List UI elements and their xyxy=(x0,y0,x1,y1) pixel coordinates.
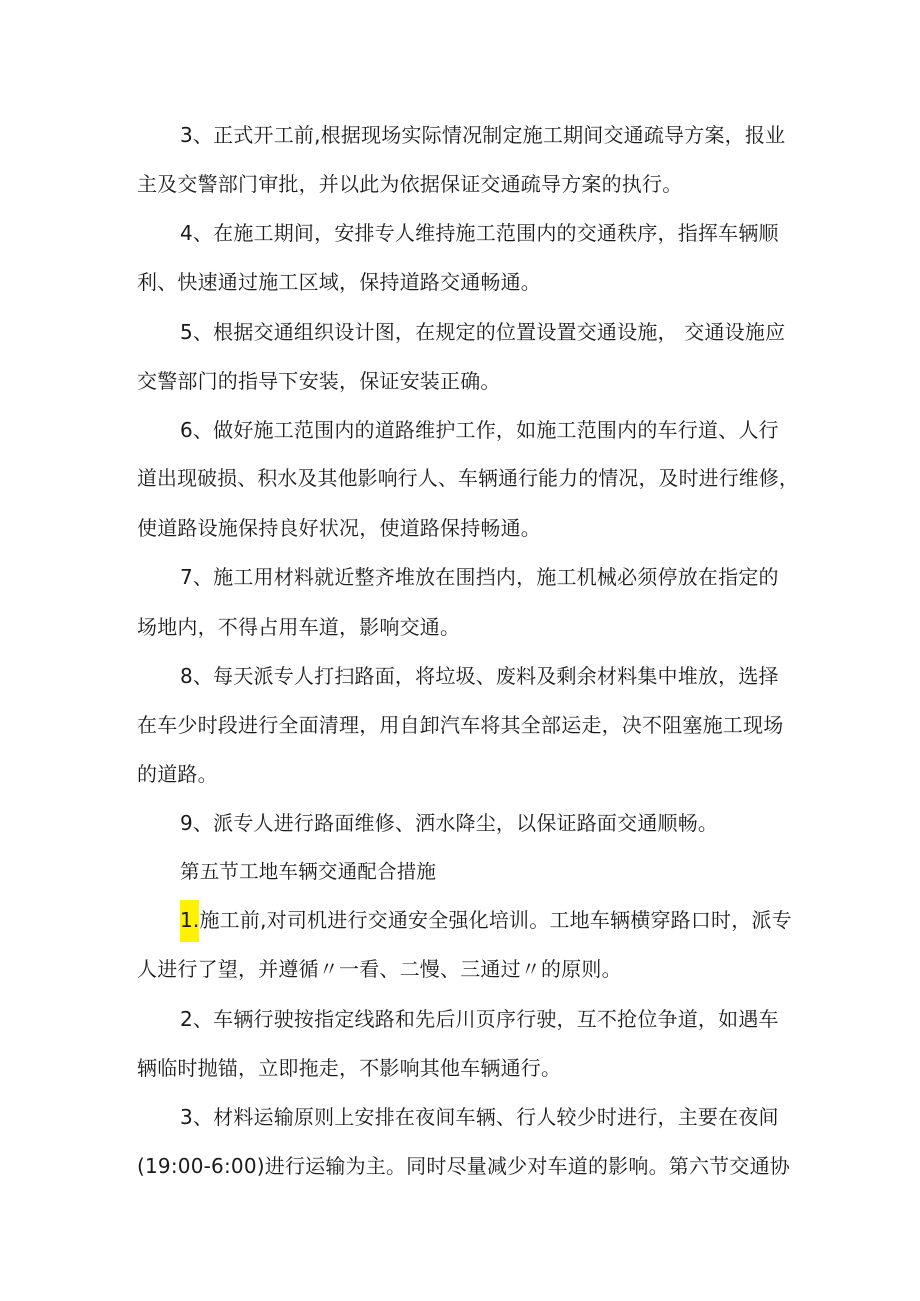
item-6-line-1: 6、做好施工范围内的道路维护工作，如施工范围内的车行道、人行 xyxy=(180,418,779,442)
item-8-line-1: 8、每天派专人打扫路面，将垃圾、废料及剩余材料集中堆放，选择 xyxy=(180,664,779,688)
section-item-2-line-2: 辆临时抛锚，立即拖走，不影响其他车辆通行。 xyxy=(137,1056,562,1080)
item-3-line-2: 主及交警部门审批，并以此为依据保证交通疏导方案的执行。 xyxy=(137,172,683,196)
section-item-3-line-1: 3、材料运输原则上安排在夜间车辆、行人较少时进行，主要在夜间 xyxy=(180,1105,779,1129)
section-item-1-line-2: 人进行了望，并遵循〃一看、二慢、三通过〃的原则。 xyxy=(137,957,622,981)
item-6-line-3: 使道路设施保持良好状况，使道路保持畅通。 xyxy=(137,516,541,540)
item-9-line-1: 9、派专人进行路面维修、洒水降尘，以保证路面交通顺畅。 xyxy=(180,811,719,835)
item-8-line-3: 的道路。 xyxy=(137,762,218,786)
item-7-line-2: 场地内，不得占用车道，影响交通。 xyxy=(137,615,461,639)
item-4-line-1: 4、在施工期间，安排专人维持施工范围内的交通秩序，指挥车辆顺 xyxy=(180,221,779,245)
item-8-line-2: 在车少时段进行全面清理，用自卸汽车将其全部运走，决不阻塞施工现场 xyxy=(137,713,784,737)
section-item-1-line-1 xyxy=(180,906,792,942)
section-item-1-text: 施工前,对司机进行交通安全强化培训。工地车辆横穿路口时，派专 xyxy=(199,908,792,932)
item-6-line-2: 道出现破损、积水及其他影响行人、车辆通行能力的情况，及时进行维修， xyxy=(137,467,799,490)
item-5-line-2: 交警部门的指导下安装，保证安装正确。 xyxy=(137,369,501,393)
item-7-line-1: 7、施工用材料就近整齐堆放在围挡内，施工机械必须停放在指定的 xyxy=(180,565,779,589)
section-item-3-line-2: (19:00-6:00)进行运输为主。同时尽量减少对车道的影响。第六节交通协 xyxy=(137,1154,790,1178)
item-5-line-1: 5、根据交通组织设计图，在规定的位置设置交通设施， 交通设施应 xyxy=(180,320,786,344)
section-item-2-line-1: 2、车辆行驶按指定线路和先后川页序行驶，互不抢位争道，如遇车 xyxy=(180,1007,779,1031)
highlight-marker: 1. xyxy=(180,900,199,942)
section-heading: 第五节工地车辆交通配合措施 xyxy=(180,860,437,883)
item-4-line-2: 利、快速通过施工区域，保持道路交通畅通。 xyxy=(137,270,541,294)
item-3-line-1: 3、正式开工前,根据现场实际情况制定施工期间交通疏导方案，报业 xyxy=(180,123,786,147)
